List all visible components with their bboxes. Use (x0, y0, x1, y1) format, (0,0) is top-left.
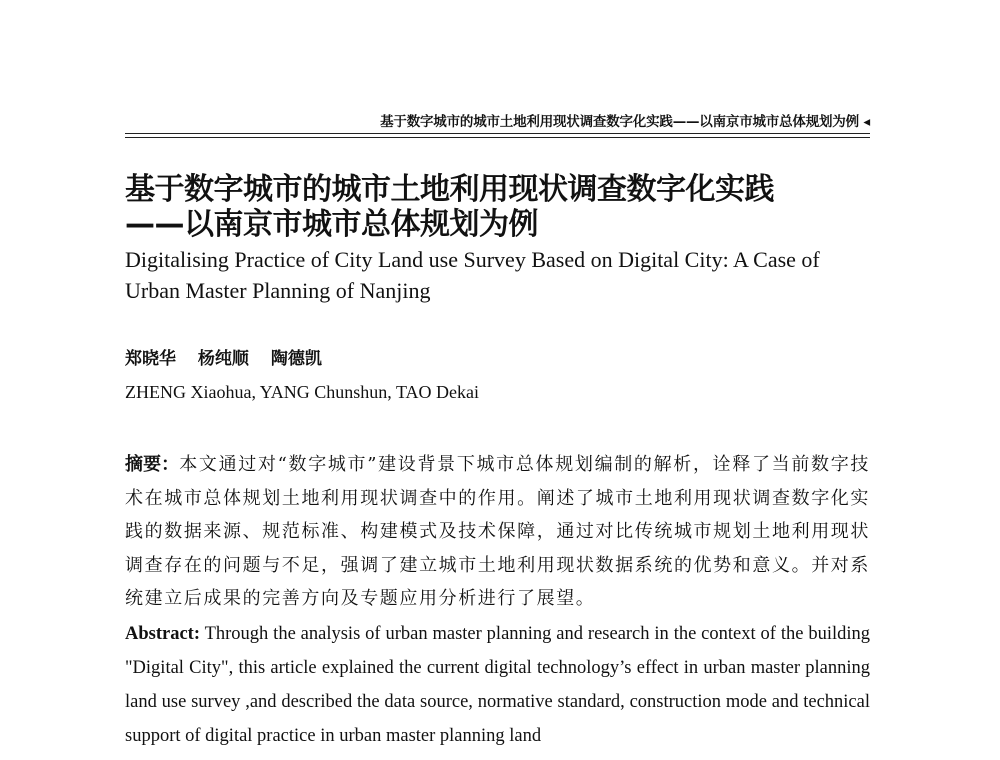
title-chinese (125, 172, 774, 242)
author-chinese-3: 陶德凯 (270, 349, 322, 369)
author-chinese-1: 郑晓华 (125, 349, 176, 369)
abstract-chinese-text: 本文通过对“数字城市”建设背景下城市总体规划编制的解析，诠释了当前数字技术在城市总体规划土地利用现状调查中的作用。阐述了城市土地利用现状调查数字化实践的数据来源、规范标准、构建模式及技术保障，通过对比传统城市规划土地利用现状调查存在的问题与不足，强调了建立城市土地利用现状数据系统的优势和意义。并对系统建立后成果的完善方向及专题应用分析进行了展望。 (125, 454, 870, 609)
author-chinese-2: 杨纯顺 (197, 349, 249, 369)
title-chinese-line-1: 基于数字城市的城市土地利用现状调查数字化实践 (125, 172, 774, 207)
title-chinese-line-2: ——以南京市城市总体规划为例 (125, 207, 538, 242)
abstract-english-text: Through the analysis of urban master planning and research in the context of the building "Digital City", this article explained the current digital technology’s effect in urban master planning land use survey ,and described the data source, normative standard, construction mode and technical support of digital practice in urban master planning land (125, 624, 870, 746)
header-rule-thin (125, 137, 870, 138)
abstract-chinese (125, 448, 870, 616)
running-header: 基于数字城市的城市土地利用现状调查数字化实践——以南京市城市总体规划为例 ◂ (380, 114, 870, 130)
abstract-english (125, 617, 870, 753)
title-english: Digitalising Practice of City Land use Survey Based on Digital City: A Case of Urban Master Planning of Nanjing (125, 247, 820, 303)
authors-english: ZHENG Xiaohua, YANG Chunshun, TAO Dekai (125, 382, 480, 402)
abstract-chinese-label: 摘要： (125, 454, 180, 475)
authors-chinese (125, 344, 338, 369)
header-rule (125, 133, 870, 134)
abstract-english-label: Abstract: (125, 624, 201, 644)
